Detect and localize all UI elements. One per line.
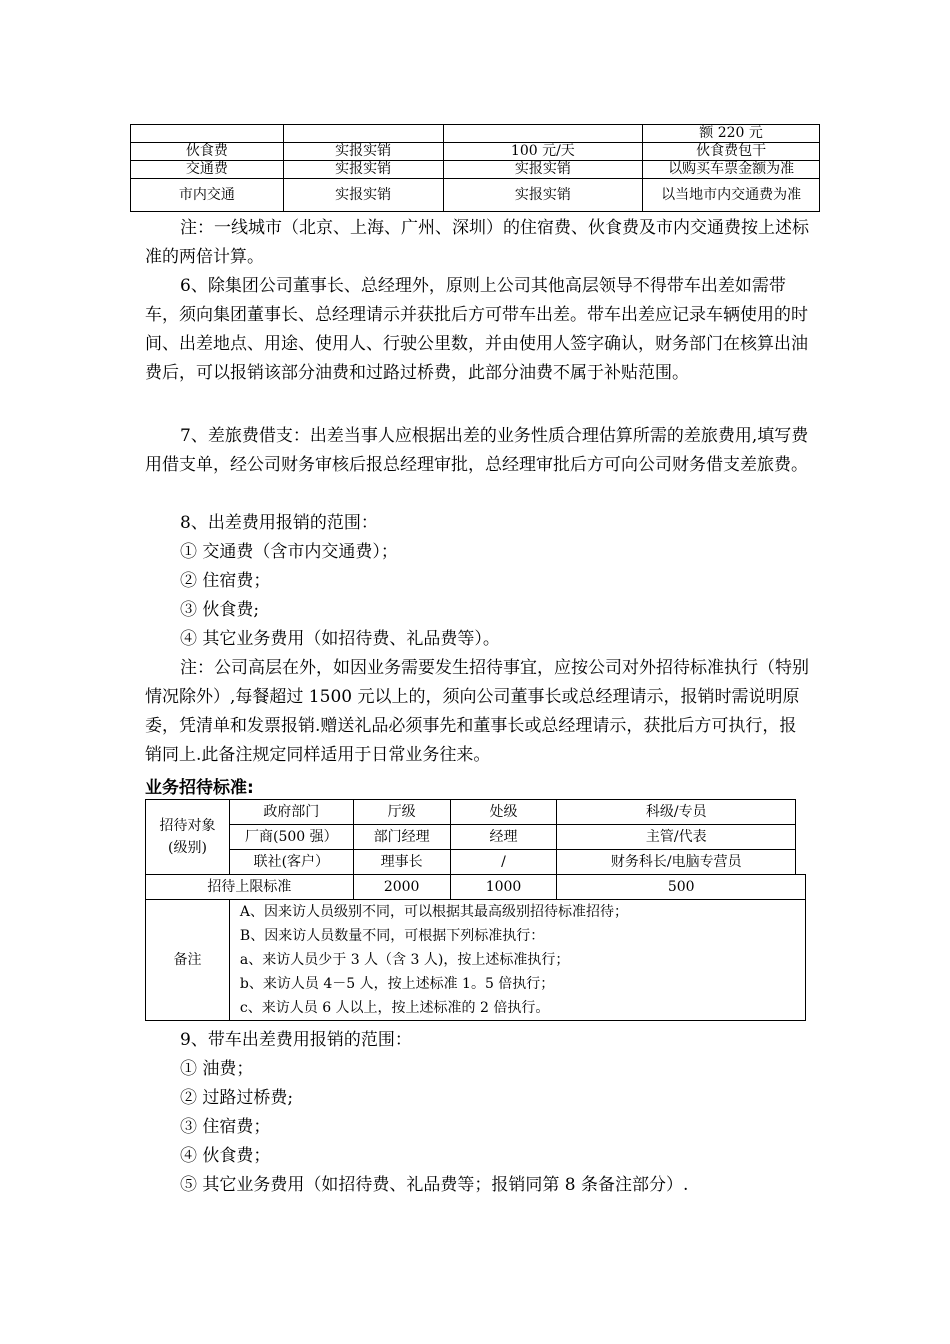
limit-label-cell: 招待上限标准 [146, 875, 354, 900]
list-item: ③ 伙食费; [180, 600, 260, 620]
note-entertainment: 注：公司高层在外，如因业务需要发生招待事宜，应按公司对外招待标准执行（特别情况除外）,每餐超过 1500 元以上的，须向公司董事长或总经理请示，报销时需说明原委，凭清单和发票报销.赠送礼品必须事先和董事长或总经理请示，获批后方可执行，报销同上.此备注规定同样适用于日常业务往来。 [145, 658, 809, 765]
table-cell: 实报实销 [443, 161, 643, 179]
table-row [146, 972, 806, 996]
table-cell: 财务科长/电脑专营员 [557, 850, 796, 875]
table-row [131, 125, 820, 143]
table-cell [443, 125, 643, 143]
table-cell: 市内交通 [131, 179, 284, 212]
list-item: ③ 住宿费； [180, 1117, 271, 1137]
table-cell [131, 125, 284, 143]
table-cell: 以当地市内交通费为准 [643, 179, 820, 212]
list-item: ① 油费； [180, 1059, 254, 1079]
table-cell: 100 元/天 [443, 143, 643, 161]
table-cell: 实报实销 [283, 161, 443, 179]
table-cell: 理事长 [353, 850, 450, 875]
spacer-cell [796, 850, 806, 875]
table-cell: 厂商(500 强） [229, 825, 353, 850]
table-cell: 联社(客户） [229, 850, 353, 875]
paragraph-8: 8、出差费用报销的范围： [180, 513, 378, 533]
table-cell: / [450, 850, 557, 875]
table-cell: 额 220 元 [643, 125, 820, 143]
table-row [146, 800, 806, 825]
table-cell [283, 125, 443, 143]
list-item: ④ 其它业务费用（如招待费、礼品费等）。 [180, 629, 500, 649]
remark-line: A、因来访人员级别不同，可以根据其最高级别招待标准招待； [229, 900, 805, 925]
target-label-cell: 招待对象(级别) [146, 800, 230, 875]
table-cell: 经理 [450, 825, 557, 850]
table-cell: 实报实销 [283, 143, 443, 161]
remark-line: c、来访人员 6 人以上，按上述标准的 2 倍执行。 [229, 996, 805, 1021]
entertainment-standard-table [145, 799, 806, 1021]
table-cell: 伙食费包干 [643, 143, 820, 161]
table-cell: 部门经理 [353, 825, 450, 850]
paragraph-9: 9、带车出差费用报销的范围： [180, 1030, 412, 1050]
table-row [146, 875, 806, 900]
table-cell: 500 [557, 875, 806, 900]
section-heading: 业务招待标准: [145, 778, 254, 798]
table-cell: 2000 [353, 875, 450, 900]
list-item: ② 住宿费； [180, 571, 271, 591]
table-row [146, 948, 806, 972]
table-cell: 处级 [450, 800, 557, 825]
table-cell: 科级/专员 [557, 800, 796, 825]
table-cell: 以购买车票金额为准 [643, 161, 820, 179]
table-row [131, 179, 820, 212]
table-cell: 1000 [450, 875, 557, 900]
table-row [146, 850, 806, 875]
table-row [146, 996, 806, 1021]
table-cell: 交通费 [131, 161, 284, 179]
remark-line: b、来访人员 4－5 人，按上述标准 1。5 倍执行； [229, 972, 805, 996]
list-item: ② 过路过桥费; [180, 1088, 294, 1108]
note-first-tier-cities: 注：一线城市（北京、上海、广州、深圳）的住宿费、伙食费及市内交通费按上述标准的两倍计算。 [145, 218, 809, 267]
table-row [146, 900, 806, 925]
table-row [131, 161, 820, 179]
remark-line: B、因来访人员数量不同，可根据下列标准执行： [229, 924, 805, 948]
list-item: ① 交通费（含市内交通费）； [180, 542, 398, 562]
expense-standard-table [130, 124, 820, 212]
spacer-cell [796, 825, 806, 850]
table-cell: 厅级 [353, 800, 450, 825]
table-row [146, 924, 806, 948]
table-cell: 实报实销 [443, 179, 643, 212]
list-item: ④ 伙食费； [180, 1146, 271, 1166]
table-row [131, 143, 820, 161]
table-cell: 实报实销 [283, 179, 443, 212]
remark-label-cell: 备注 [146, 900, 230, 1021]
list-item: ⑤ 其它业务费用（如招待费、礼品费等；报销同第 8 条备注部分）. [180, 1175, 689, 1195]
paragraph-6: 6、除集团公司董事长、总经理外，原则上公司其他高层领导不得带车出差如需带车，须向集团董事长、总经理请示并获批后方可带车出差。带车出差应记录车辆使用的时间、出差地点、用途、使用人、行驶公里数，并由使用人签字确认，财务部门在核算出油费后，可以报销该部分油费和过路过桥费，此部分油费不属于补贴范围。 [145, 276, 808, 383]
spacer-cell [796, 800, 806, 825]
table-cell: 主管/代表 [557, 825, 796, 850]
paragraph-7: 7、差旅费借支：出差当事人应根据出差的业务性质合理估算所需的差旅费用,填写费用借支单，经公司财务审核后报总经理审批，总经理审批后方可向公司财务借支差旅费。 [145, 426, 809, 475]
table-cell: 政府部门 [229, 800, 353, 825]
remark-line: a、来访人员少于 3 人（含 3 人)，按上述标准执行； [229, 948, 805, 972]
table-cell: 伙食费 [131, 143, 284, 161]
table-row [146, 825, 806, 850]
